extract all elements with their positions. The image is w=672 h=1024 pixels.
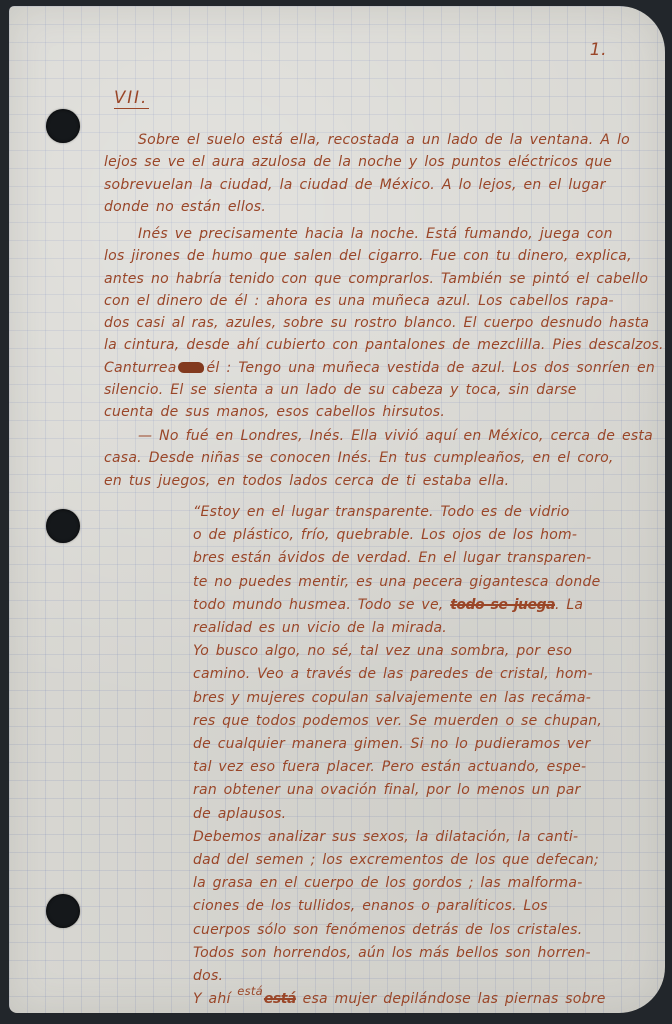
text-line: — No fué en Londres, Inés. Ella vivió aquí en México, cerca de esta	[138, 428, 653, 444]
text-line: donde no están ellos.	[104, 198, 267, 215]
text-line: dos.	[193, 968, 224, 985]
text-line: cuenta de sus manos, esos cabellos hirsutos.	[104, 404, 446, 421]
quoted-passage-transparent-place	[193, 501, 639, 1011]
text-line: lejos se ve el aura azulosa de la noche y los puntos eléctricos que	[104, 154, 613, 171]
text-line: casa. Desde niñas se conocen Inés. En tus cumpleaños, en el coro,	[104, 450, 614, 467]
text-line: todo mundo husmea. Todo se ve, todo se juega. La	[193, 596, 584, 613]
text-line: Canturrea él : Tengo una muñeca vestida de azul. Los dos sonríen en	[104, 359, 655, 376]
text-line: sobrevuelan la ciudad, la ciudad de México. A lo lejos, en el lugar	[104, 176, 606, 193]
text-line: de cualquier manera gimen. Si no lo pudieramos ver	[193, 736, 591, 753]
text-line: camino. Veo a través de las paredes de cristal, hom-	[193, 666, 593, 683]
text-line: cuerpos sólo son fenómenos detrás de los cristales.	[193, 921, 583, 938]
inserted-correction-word: está	[237, 984, 263, 999]
text-line: bres y mujeres copulan salvajemente en las recáma-	[193, 689, 592, 706]
crossed-out-word: todo se juega	[450, 596, 555, 613]
text-line: te no puedes mentir, es una pecera gigantesca donde	[193, 573, 601, 590]
text-line: de aplausos.	[193, 805, 287, 822]
crossed-out-word: está	[263, 991, 296, 1008]
text-line: Debemos analizar sus sexos, la dilatación, la canti-	[193, 828, 579, 845]
text-line: Inés ve precisamente hacia la noche. Está fumando, juega con	[138, 226, 613, 242]
paragraph-ines-smoking	[104, 223, 664, 424]
text-line: dos casi al ras, azules, sobre su rostro blanco. El cuerpo desnudo hasta	[104, 315, 650, 332]
graph-paper-page	[9, 6, 665, 1013]
text-line: realidad es un vicio de la mirada.	[193, 620, 448, 637]
text-line: antes no habría tenido con que comprarlos. También se pintó el cabello	[104, 270, 649, 287]
text-line: Yo busco algo, no sé, tal vez una sombra, por eso	[193, 643, 573, 660]
text-line: con el dinero de él : ahora es una muñeca azul. Los cabellos rapa-	[104, 292, 614, 309]
paragraph-dialogue-londres	[104, 425, 653, 492]
ink-blot	[178, 362, 204, 373]
chapter-heading	[114, 88, 149, 107]
text-line: silencio. El se sienta a un lado de su cabeza y toca, sin darse	[104, 382, 577, 399]
hole-punch-bottom	[46, 894, 80, 928]
text-line: tal vez eso fuera placer. Pero están actuando, espe-	[193, 759, 587, 776]
text-line: la cintura, desde ahí cubierto con pantalones de mezclilla. Pies descalzos.	[104, 337, 664, 354]
text-line: en tus juegos, en todos lados cerca de ti estaba ella.	[104, 472, 510, 489]
text-line: bres están ávidos de verdad. En el lugar transparen-	[193, 550, 592, 567]
text-line: Sobre el suelo está ella, recostada a un lado de la ventana. A lo	[138, 132, 630, 148]
text-line: Y ahí estáestá esa mujer depilándose las piernas sobre	[193, 988, 639, 1011]
text-line: o de plástico, frío, quebrable. Los ojos de los hom-	[193, 527, 578, 544]
chapter-heading-text: VII.	[114, 88, 149, 107]
text-line: dad del semen ; los excrementos de los que defecan;	[193, 852, 600, 869]
text-line: res que todos podemos ver. Se muerden o se chupan,	[193, 712, 603, 729]
hole-punch-middle	[46, 509, 80, 543]
text-line: ciones de los tullidos, enanos o paralíticos. Los	[193, 898, 548, 915]
text-line: “Estoy en el lugar transparente. Todo es de vidrio	[193, 504, 570, 520]
page-number: 1.	[589, 40, 607, 60]
text-line: los jirones de humo que salen del cigarro. Fue con tu dinero, explica,	[104, 248, 632, 265]
text-line: Todos son horrendos, aún los más bellos son horren-	[193, 944, 591, 961]
paragraph-opening-scene	[104, 129, 632, 218]
text-line: la grasa en el cuerpo de los gordos ; las malforma-	[193, 875, 583, 892]
text-line: ran obtener una ovación final, por lo menos un par	[193, 782, 581, 799]
hole-punch-top	[46, 109, 80, 143]
